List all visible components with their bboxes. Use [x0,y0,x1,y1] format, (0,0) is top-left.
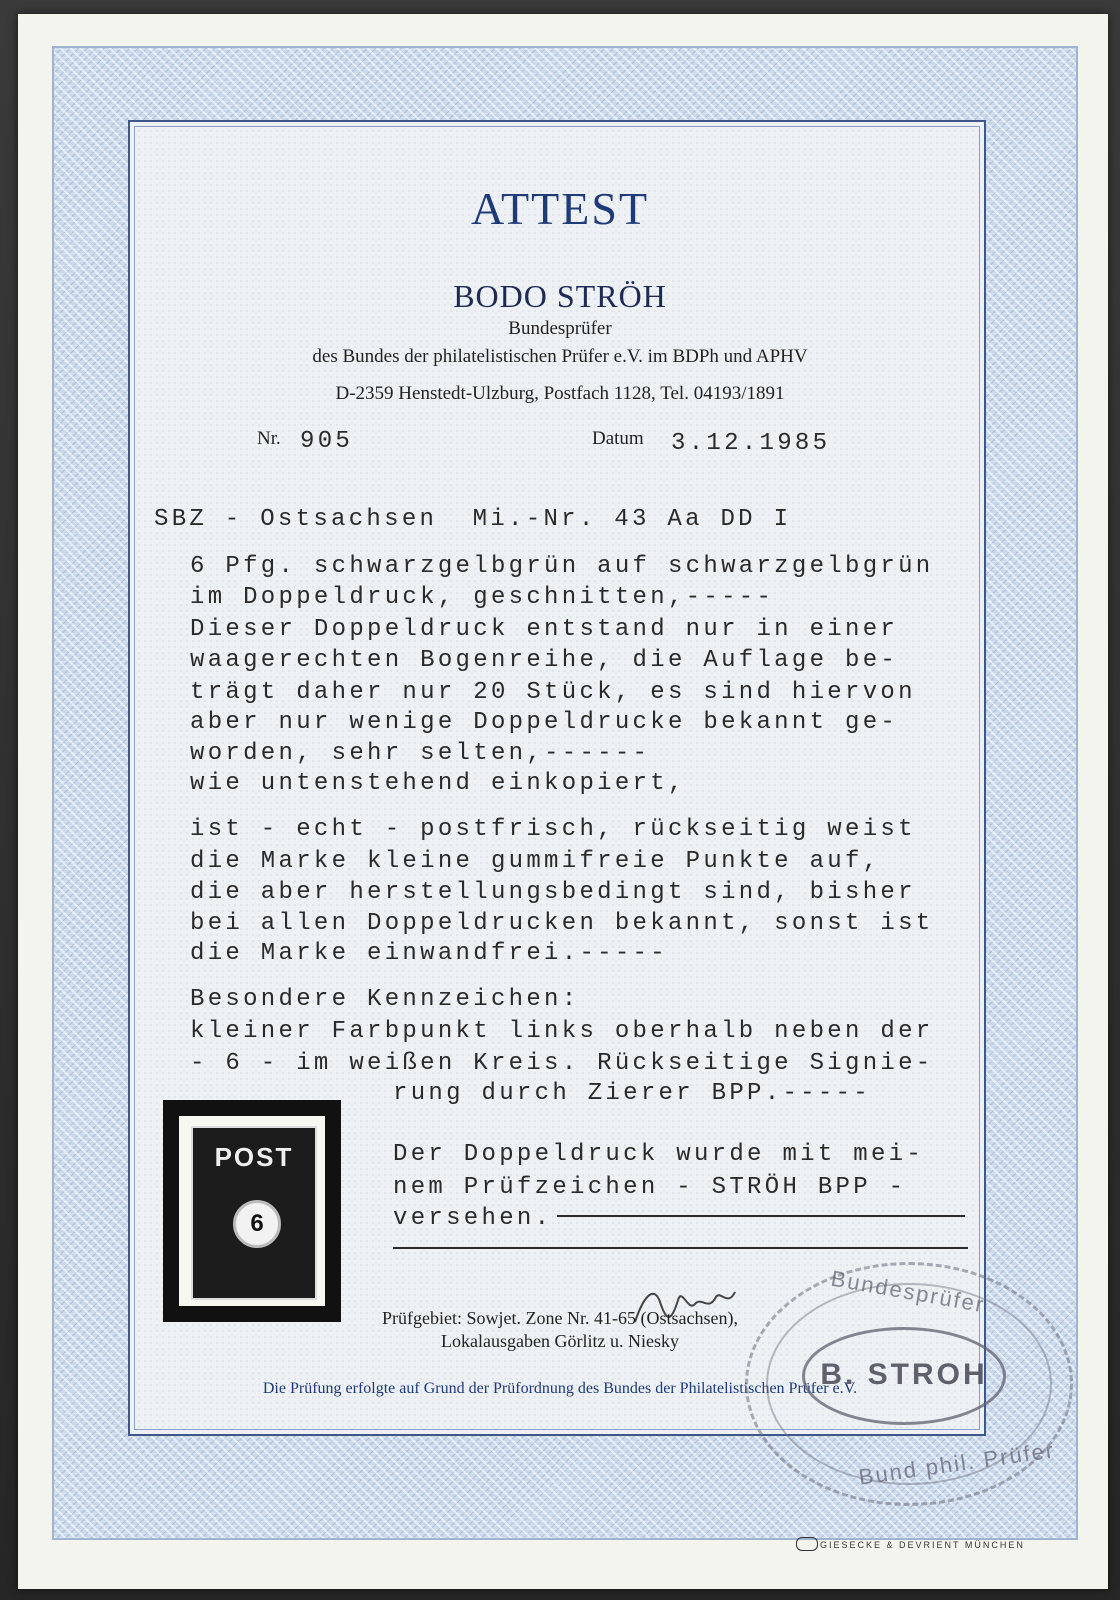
scope-line-1: Prüfgebiet: Sowjet. Zone Nr. 41-65 (Ostsachsen), [382,1308,738,1328]
description-line: trägt daher nur 20 Stück, es sind hiervon [190,679,916,706]
oval-stamp-text: B. STROH [820,1358,988,1391]
description-line: im Doppeldruck, geschnitten,----- [190,584,775,611]
stamp-margin [179,1116,325,1306]
condition-line: die Marke kleine gummifreie Punkte auf, [190,848,881,875]
signature-rule [393,1247,968,1249]
description-line: wie untenstehend einkopiert, [190,770,686,797]
description-line: waagerechten Bogenreihe, die Auflage be- [190,647,899,674]
printer-imprint: GIESECKE & DEVRIENT MÜNCHEN [820,1540,1025,1550]
fill-rule [557,1215,965,1217]
features-line: Besondere Kennzeichen: [190,986,580,1013]
description-line: Dieser Doppeldruck entstand nur in einer [190,616,899,643]
name-oval-stamp [802,1327,1006,1425]
mark-line: versehen. [393,1205,553,1232]
condition-line: bei allen Doppeldrucken bekannt, sonst ist [190,910,934,937]
address-line: D-2359 Henstedt-Ulzburg, Postfach 1128, Tel. 04193/1891 [335,383,785,404]
date-label: Datum [592,428,644,449]
mark-line: nem Prüfzeichen - STRÖH BPP - [393,1174,907,1201]
seal-bottom-text: Bund phil. Prüfer [857,1437,1057,1490]
seal-top-text: Bundesprüfer [829,1265,988,1318]
legal-line: Die Prüfung erfolgte auf Grund der Prüfordnung des Bundes der Philatelistischen Prüfer e.V. [262,1380,858,1397]
features-line: kleiner Farbpunkt links oberhalb neben der [190,1018,934,1045]
number-value: 905 [300,428,354,455]
description-line: aber nur wenige Doppeldrucke bekannt ge- [190,709,899,736]
stamp-post-text: POST [214,1142,294,1172]
condition-line: die Marke einwandfrei.----- [190,940,668,967]
association-line: des Bundes der philatelistischen Prüfer e.V. im BDPh und APHV [312,346,808,367]
date-value: 3.12.1985 [671,430,831,457]
description-line: worden, sehr selten,------ [190,740,651,767]
printer-logo-icon [796,1537,818,1551]
mark-line: Der Doppeldruck wurde mit mei- [393,1141,925,1168]
certificate-title: ATTEST [470,183,650,234]
examiner-role: Bundesprüfer [508,318,612,339]
stamp-design [191,1126,317,1300]
stamp-image [163,1100,341,1322]
features-line: - 6 - im weißen Kreis. Rückseitige Signie- [190,1050,934,1077]
examiner-name: BODO STRÖH [453,278,667,314]
description-line: 6 Pfg. schwarzgelbgrün auf schwarzgelbgrün [190,553,934,580]
scope-line-2: Lokalausgaben Görlitz u. Niesky [441,1331,679,1351]
stamp-catalog-line: SBZ - Ostsachsen Mi.-Nr. 43 Aa DD I [154,506,792,533]
features-line: rung durch Zierer BPP.----- [393,1080,871,1107]
number-label: Nr. [257,428,281,449]
condition-line: die aber herstellungsbedingt sind, bisher [190,879,916,906]
condition-line: ist - echt - postfrisch, rückseitig weist [190,816,916,843]
stamp-value-circle: 6 [233,1200,281,1248]
